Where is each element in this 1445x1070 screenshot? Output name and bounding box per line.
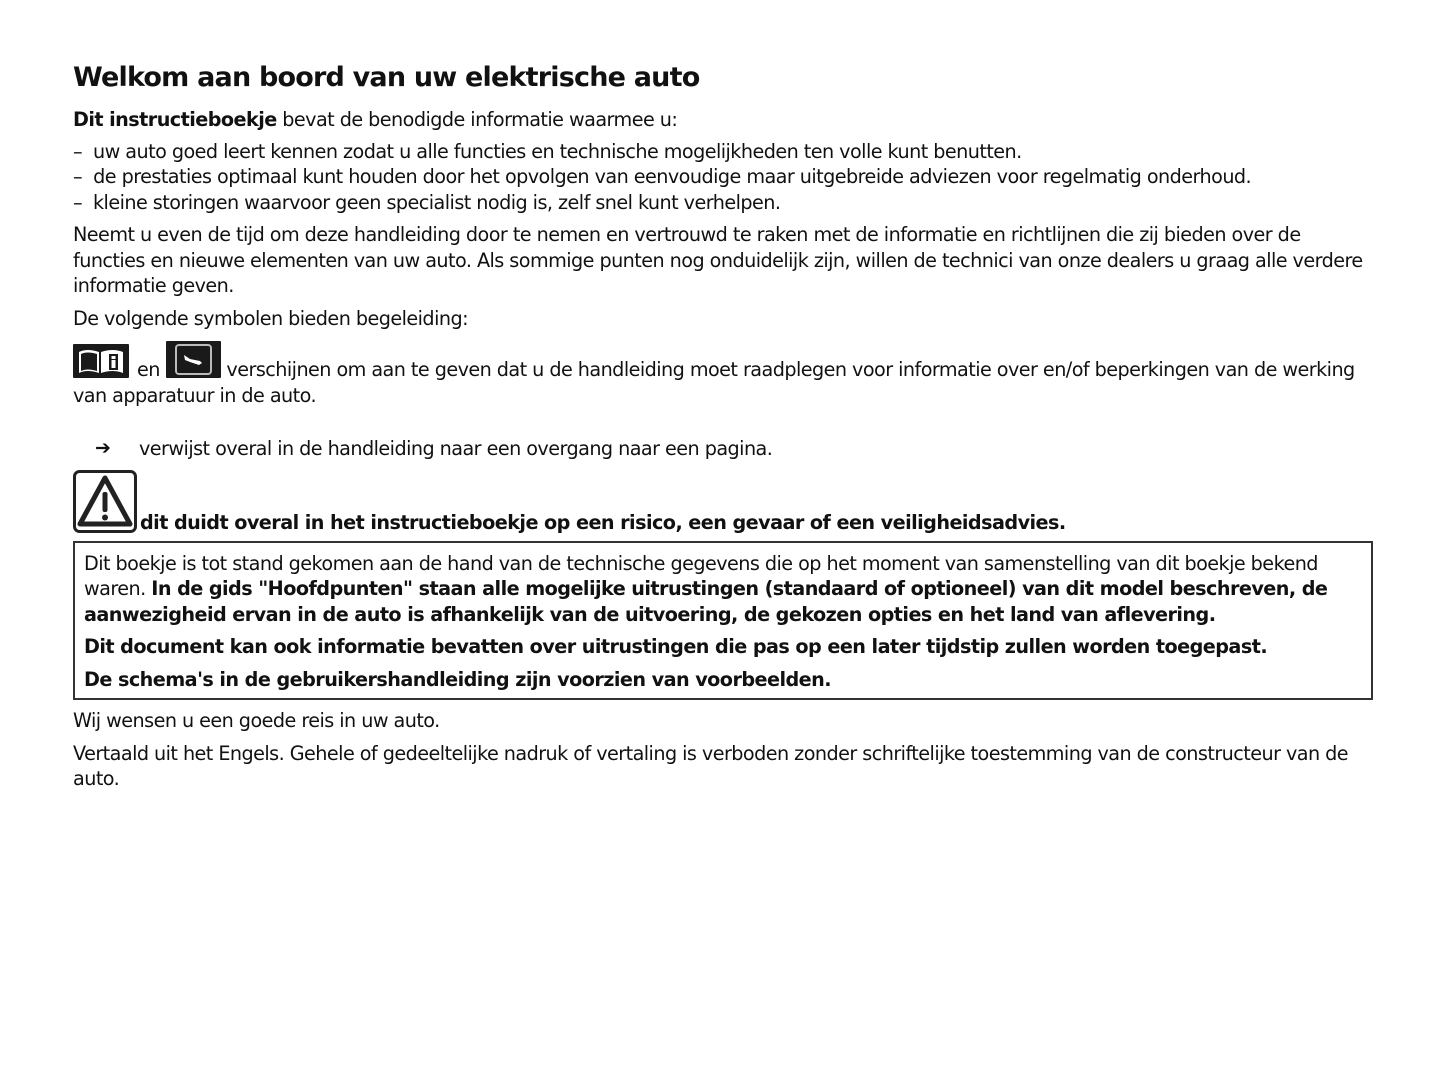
- symbols-paragraph: [73, 341, 1373, 408]
- notice-paragraph-1: [84, 551, 1362, 628]
- list-dash: –: [73, 139, 83, 163]
- arrow-paragraph: [73, 436, 1373, 462]
- list-item-text: de prestaties optimaal kunt houden door het opvolgen van eenvoudige maar uitgebreide adviezen voor regelmatig onderhoud.: [93, 165, 1252, 188]
- notice-text-bold: In de gids "Hoofdpunten" staan alle mogelijke uitrustingen (standaard of optioneel) van dit model beschreven, de aanwezigheid ervan in de auto is afhankelijk van de uitvoering, de gekozen opties en het land van aflevering.: [84, 577, 1328, 626]
- notice-text-normal: Dit boekje is tot stand gekomen aan de hand van de technische gegevens die op het moment van samenstelling van dit boekje bekend waren.: [84, 551, 1318, 600]
- book-info-icon: [73, 344, 129, 378]
- notice-box: [73, 541, 1373, 701]
- arrow-right-icon: ➔: [95, 437, 111, 459]
- list-item: [73, 164, 1373, 190]
- list-item-text: uw auto goed leert kennen zodat u alle functies en technische mogelijkheden ten volle kunt benutten.: [93, 139, 1022, 163]
- list-item: [73, 190, 1373, 216]
- document-page: [73, 58, 1373, 792]
- notice-paragraph-2: Dit document kan ook informatie bevatten over uitrustingen die pas op een later tijdstip zullen worden toegepast.: [84, 635, 1268, 658]
- copyright-text: Vertaald uit het Engels. Gehele of gedeeltelijke nadruk of vertaling is verboden zonder schriftelijke toestemming van de constructeur van de auto.: [73, 741, 1349, 790]
- wrench-icon: [166, 341, 221, 378]
- symbols-connector: en: [137, 358, 160, 381]
- list-item: [73, 139, 1373, 165]
- arrow-text: verwijst overal in de handleiding naar een overgang naar een pagina.: [139, 437, 773, 460]
- intro-text: bevat de benodigde informatie waarmee u:: [276, 108, 678, 131]
- notice-paragraph-3: De schema's in de gebruikershandleiding zijn voorzien van voorbeelden.: [84, 667, 831, 691]
- closing-text: Wij wensen u een goede reis in uw auto.: [73, 709, 440, 732]
- intro-paragraph: [73, 107, 1373, 133]
- page-title: Welkom aan boord van uw elektrische auto: [73, 62, 700, 93]
- list-dash: –: [73, 190, 83, 214]
- paragraph-guide: Neemt u even de tijd om deze handleiding door te nemen en vertrouwd te raken met de informatie en richtlijnen die zij bieden over de functies en nieuwe elementen van uw auto. Als sommige punten nog onduidelijk zijn, willen de technici van onze dealers u graag alle verdere informatie geven.: [73, 223, 1363, 297]
- purpose-list: [73, 139, 1373, 216]
- intro-bold: Dit instructieboekje: [73, 108, 277, 131]
- symbols-text: verschijnen om aan te geven dat u de handleiding moet raadplegen voor informatie over en/of beperkingen van de werking van apparatuur in de auto.: [73, 358, 1355, 407]
- warning-text: dit duidt overal in het instructieboekje op een risico, een gevaar of een veiligheidsadvies.: [140, 511, 1066, 534]
- warning-paragraph: [73, 470, 1373, 533]
- warning-triangle-icon: [73, 470, 137, 533]
- closing-section: [73, 708, 1373, 792]
- list-dash: –: [73, 165, 83, 188]
- list-item-text: kleine storingen waarvoor geen specialist nodig is, zelf snel kunt verhelpen.: [93, 190, 781, 214]
- paragraph-symbols-intro: De volgende symbolen bieden begeleiding:: [73, 306, 469, 330]
